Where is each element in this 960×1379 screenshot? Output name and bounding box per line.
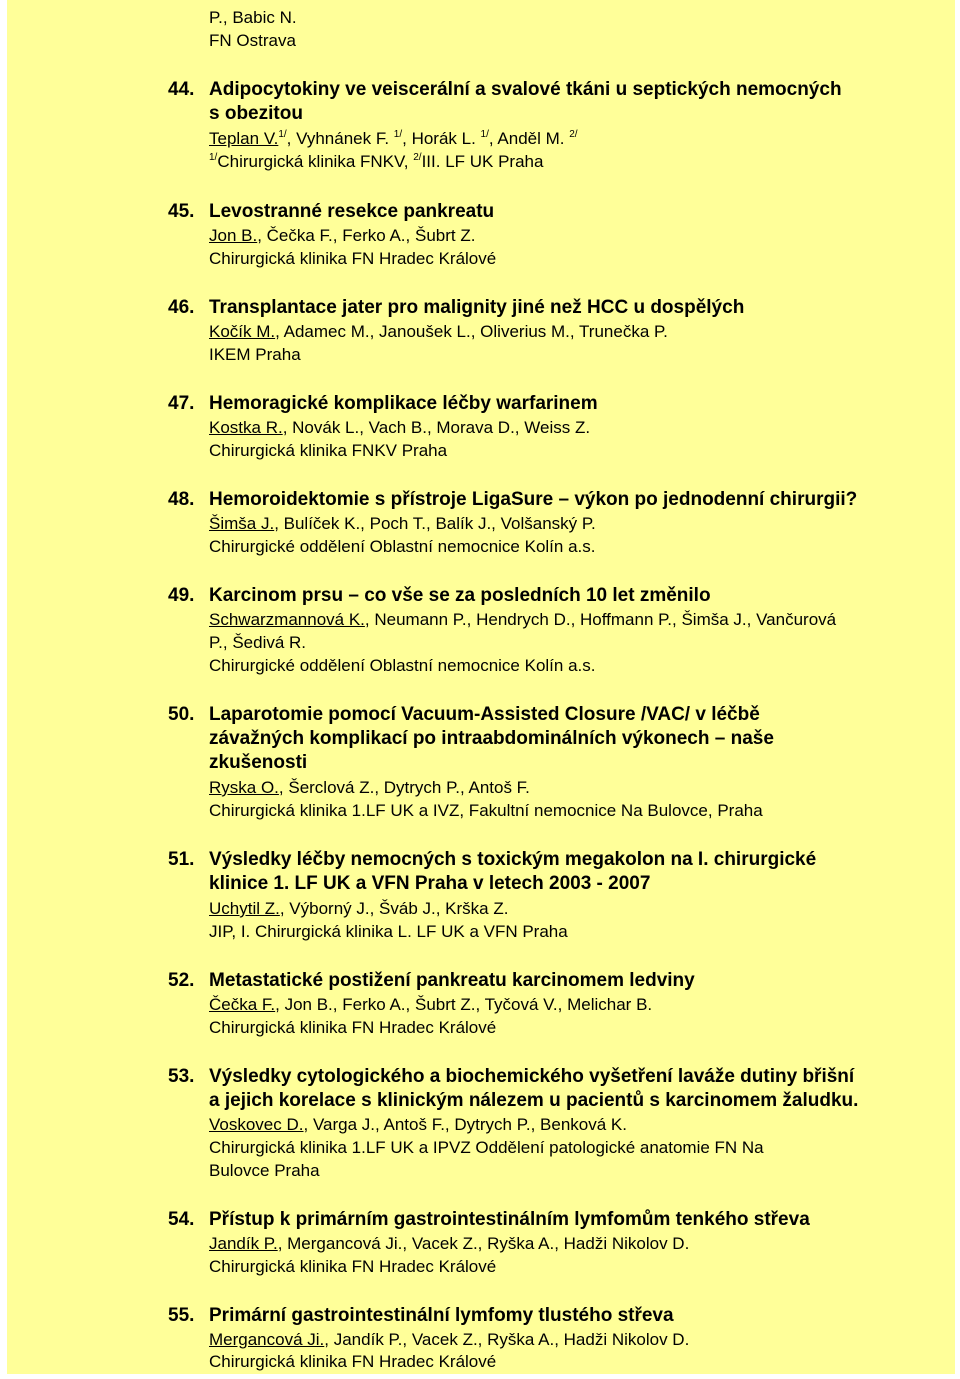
intro-authors: P., Babic N. [209, 8, 297, 27]
entry-title: Karcinom prsu – co vše se za posledních 10 let změnilo [209, 585, 711, 606]
entry-title: Adipocytokiny ve veiscerální a svalové tkáni u septických nemocných [209, 79, 842, 100]
entry-institution: Chirurgická klinika FN Hradec Králové [209, 249, 497, 268]
entry-institution: JIP, I. Chirurgická klinika L. LF UK a VFN Praha [209, 922, 568, 941]
entry-institution: Chirurgická klinika FN Hradec Králové [209, 1352, 497, 1371]
first-author: Voskovec D. [209, 1115, 304, 1134]
entry-number: 49. [168, 585, 195, 606]
entry-title: Hemoroidektomie s přístroje LigaSure – výkon po jednodenní chirurgii? [209, 489, 858, 510]
entry-title: Hemoragické komplikace léčby warfarinem [209, 393, 598, 414]
entry-institution: Chirurgická klinika FN Hradec Králové [209, 1018, 497, 1037]
intro-institution: FN Ostrava [209, 31, 296, 50]
author-text: , Bulíček K., Poch T., Balík J., Volšanský P. [274, 514, 596, 533]
entry-number: 51. [168, 849, 195, 870]
entry-number: 53. [168, 1066, 195, 1087]
entry-institution [209, 152, 543, 172]
entry-institution: Chirurgické oddělení Oblastní nemocnice Kolín a.s. [209, 537, 596, 556]
author-text: , Adamec M., Janoušek L., Oliverius M., Trunečka P. [275, 322, 668, 341]
entry-title: Transplantace jater pro malignity jiné než HCC u dospělých [209, 297, 745, 318]
entry-authors [209, 1330, 689, 1350]
entry-authors [209, 418, 590, 438]
entry-authors [209, 995, 652, 1015]
entry-title: a jejich korelace s klinickým nálezem u pacientů s karcinomem žaludku. [209, 1090, 859, 1111]
entry-authors [209, 1115, 627, 1135]
entry-title: Metastatické postižení pankreatu karcinomem ledviny [209, 970, 695, 991]
author-text: , Vyhnánek F. [286, 129, 394, 148]
author-text: , Šerclová Z., Dytrych P., Antoš F. [278, 778, 530, 797]
entry-number: 48. [168, 489, 195, 510]
author-text: , Čečka F., Ferko A., Šubrt Z. [257, 226, 476, 245]
affiliation-mark: 2/ [569, 129, 578, 140]
entry-authors [209, 226, 475, 246]
entry-number: 55. [168, 1305, 195, 1326]
entry-title: s obezitou [209, 103, 303, 124]
entry-authors [209, 1234, 689, 1254]
entry-title: Laparotomie pomocí Vacuum-Assisted Closure /VAC/ v léčbě [209, 704, 760, 725]
entry-institution: Chirurgická klinika 1.LF UK a IVZ, Fakultní nemocnice Na Bulovce, Praha [209, 801, 763, 820]
entry-authors [209, 899, 508, 919]
first-author: Kostka R. [209, 418, 283, 437]
entry-authors [209, 778, 530, 798]
first-author: Schwarzmannová K. [209, 610, 365, 629]
entry-institution: Chirurgické oddělení Oblastní nemocnice Kolín a.s. [209, 656, 596, 675]
entry-title: Výsledky léčby nemocných s toxickým megakolon na I. chirurgické [209, 849, 817, 870]
entry-number: 45. [168, 201, 195, 222]
author-text: , Horák L. [402, 129, 481, 148]
author-text: , Novák L., Vach B., Morava D., Weiss Z. [282, 418, 591, 437]
entry-authors [209, 514, 596, 534]
entry-title: závažných komplikací po intraabdominálních výkonech – naše [209, 728, 774, 749]
first-author: Uchytil Z. [209, 899, 280, 918]
entry-number: 47. [168, 393, 195, 414]
author-text: , Mergancová Ji., Vacek Z., Ryška A., Hadži Nikolov D. [277, 1234, 690, 1253]
entry-number: 54. [168, 1209, 195, 1230]
first-author: Šimša J. [209, 514, 275, 533]
entry-institution: Chirurgická klinika FN Hradec Králové [209, 1257, 497, 1276]
first-author: Jon B. [209, 226, 258, 245]
first-author: Kočík M. [209, 322, 276, 341]
entry-title: zkušenosti [209, 752, 308, 773]
affiliation-mark: 1/ [278, 129, 287, 140]
entry-number: 52. [168, 970, 195, 991]
entry-number: 44. [168, 79, 195, 100]
entry-authors [209, 129, 578, 149]
author-text: , Anděl M. [488, 129, 570, 148]
entry-title: Výsledky cytologického a biochemického vyšetření laváže dutiny břišní [209, 1066, 855, 1087]
entry-institution: IKEM Praha [209, 345, 301, 364]
entry-authors-continued: P., Šedivá R. [209, 633, 307, 652]
author-text: , Varga J., Antoš F., Dytrych P., Benková K. [303, 1115, 627, 1134]
institution-text: III. LF UK Praha [421, 152, 544, 171]
entry-authors [209, 610, 836, 630]
entry-title: Levostranné resekce pankreatu [209, 201, 495, 222]
affiliation-mark: 1/ [209, 152, 218, 163]
affiliation-mark: 1/ [393, 129, 403, 140]
entry-institution: Chirurgická klinika FNKV Praha [209, 441, 448, 460]
affiliation-mark: 1/ [480, 129, 489, 140]
entry-title: klinice 1. LF UK a VFN Praha v letech 2003 - 2007 [209, 873, 651, 894]
first-author: Jandík P. [209, 1234, 278, 1253]
institution-text: Chirurgická klinika FNKV, [217, 152, 414, 171]
author-text: , Jon B., Ferko A., Šubrt Z., Tyčová V., Melichar B. [275, 995, 653, 1014]
entry-authors [209, 322, 668, 342]
author-text: , Jandík P., Vacek Z., Ryška A., Hadži Nikolov D. [324, 1330, 690, 1349]
first-author: Teplan V. [209, 129, 279, 148]
author-text: , Neumann P., Hendrych D., Hoffmann P., Šimša J., Vančurová [364, 610, 837, 629]
entry-number: 46. [168, 297, 195, 318]
entry-number: 50. [168, 704, 195, 725]
entry-title: Primární gastrointestinální lymfomy tlustého střeva [209, 1305, 674, 1326]
first-author: Ryska O. [209, 778, 279, 797]
first-author: Mergancová Ji. [209, 1330, 325, 1349]
entry-institution: Bulovce Praha [209, 1161, 320, 1180]
entry-institution: Chirurgická klinika 1.LF UK a IPVZ Oddělení patologické anatomie FN Na [209, 1138, 764, 1157]
entry-title: Přístup k primárním gastrointestinálním lymfomům tenkého střeva [209, 1209, 810, 1230]
first-author: Čečka F. [209, 995, 276, 1014]
author-text: , Výborný J., Šváb J., Krška Z. [279, 899, 509, 918]
affiliation-mark: 2/ [413, 152, 422, 163]
